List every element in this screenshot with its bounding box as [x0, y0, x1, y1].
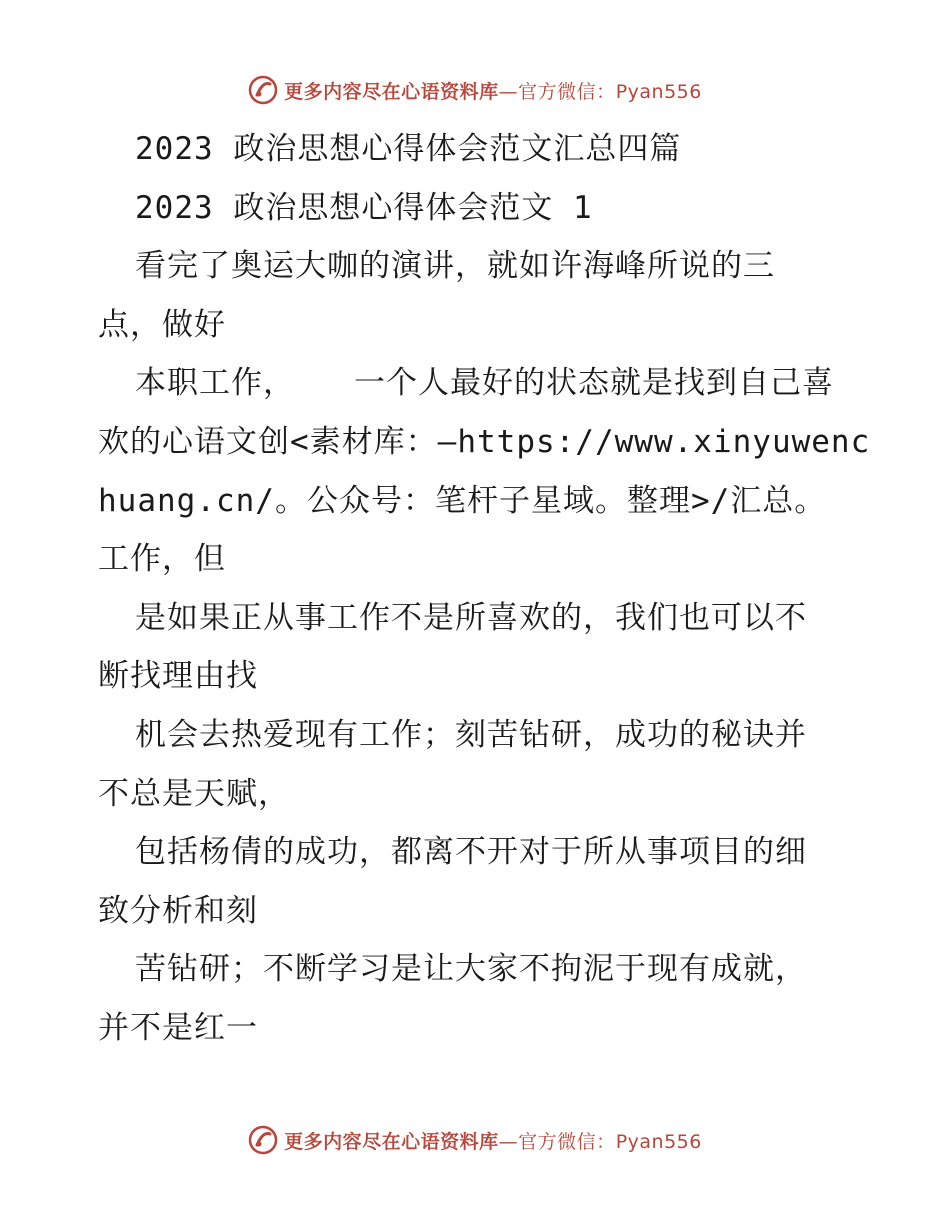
document-body: [98, 120, 871, 1058]
document-line: 不总是天赋，: [98, 775, 290, 812]
document-line: 机会去热爱现有工作；刻苦钻研，成功的秘诀并: [135, 716, 807, 753]
banner-site-text: [284, 77, 702, 104]
banner-separator: —: [498, 1130, 519, 1153]
banner-wechat-id: Pyan556: [615, 80, 702, 103]
brand-logo-icon: [248, 1125, 278, 1155]
document-line: huang.cn/。公众号：笔杆子星域。整理>/汇总。: [98, 482, 827, 519]
document-line: 工作，但: [98, 541, 226, 578]
banner-site-name: 更多内容尽在心语资料库: [284, 80, 499, 103]
document-line: 是如果正从事工作不是所喜欢的，我们也可以不: [135, 599, 807, 636]
banner-wechat-label: 官方微信：: [518, 1130, 616, 1153]
document-line: 并不是红一: [98, 1009, 258, 1046]
banner-separator: —: [498, 80, 519, 103]
document-line: 欢的心语文创<素材库：—https://www.xinyuwenc: [98, 423, 871, 460]
footer-watermark-banner: [0, 1120, 950, 1160]
document-line: 2023 政治思想心得体会范文 1: [135, 189, 593, 226]
document-line: 包括杨倩的成功，都离不开对于所从事项目的细: [135, 834, 807, 871]
document-line: 看完了奥运大咖的演讲，就如许海峰所说的三: [135, 248, 775, 285]
header-watermark-banner: [0, 70, 950, 110]
document-line: 本职工作， 一个人最好的状态就是找到自己喜: [135, 365, 834, 402]
banner-wechat-label: 官方微信：: [518, 80, 616, 103]
banner-site-text: [284, 1127, 702, 1154]
brand-logo-icon: [248, 75, 278, 105]
document-line: 断找理由找: [98, 658, 258, 695]
banner-wechat-id: Pyan556: [615, 1130, 702, 1153]
banner-site-name: 更多内容尽在心语资料库: [284, 1130, 499, 1153]
document-line: 2023 政治思想心得体会范文汇总四篇: [135, 131, 682, 167]
document-line: 致分析和刻: [98, 892, 258, 929]
document-line: 点，做好: [98, 306, 226, 343]
document-line: 苦钻研；不断学习是让大家不拘泥于现有成就，: [135, 951, 807, 988]
